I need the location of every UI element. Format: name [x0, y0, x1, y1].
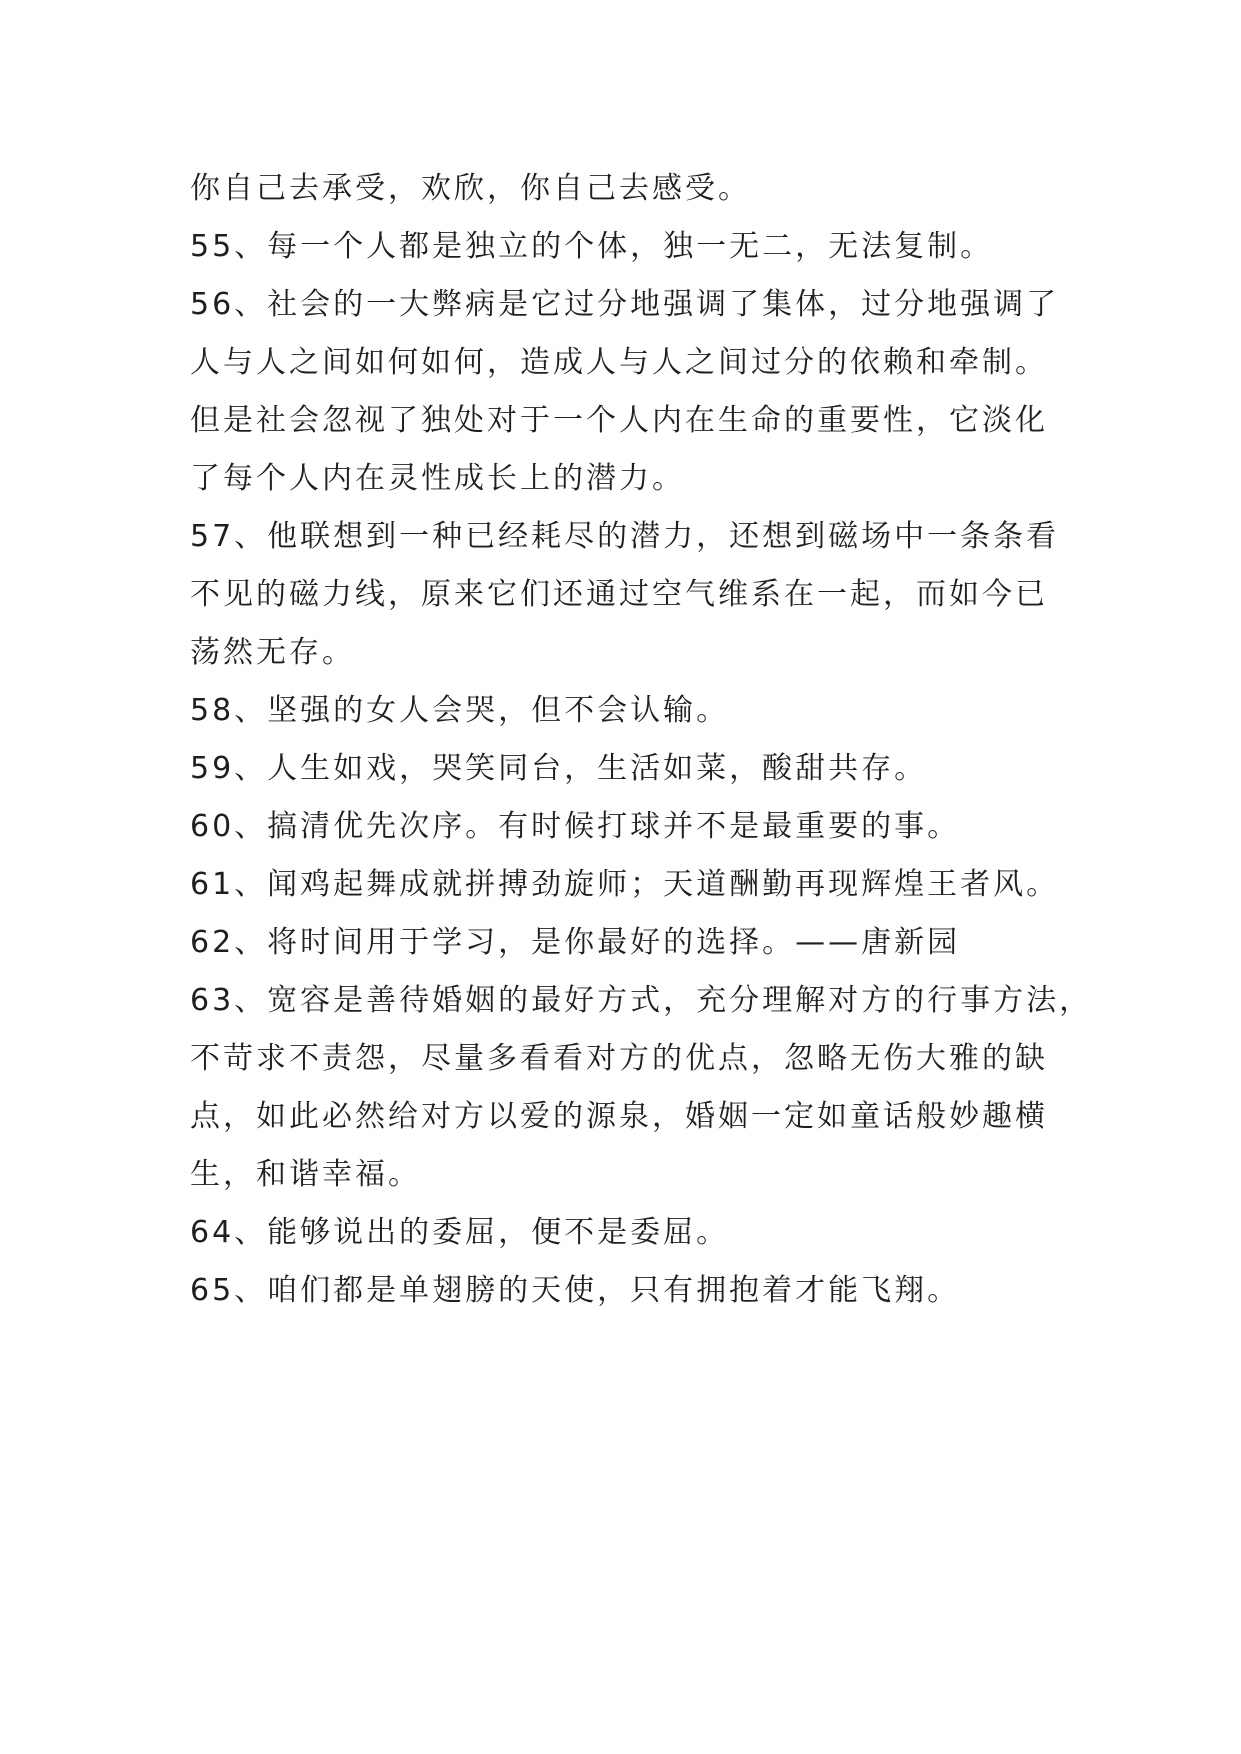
text-line: 55、每一个人都是独立的个体，独一无二，无法复制。 [190, 229, 994, 264]
text-line: 62、将时间用于学习，是你最好的选择。——唐新园 [190, 925, 961, 960]
text-line: 64、能够说出的委屈，便不是委屈。 [190, 1215, 730, 1250]
text-line: 56、社会的一大弊病是它过分地强调了集体，过分地强调了 [190, 287, 1060, 322]
text-line: 人与人之间如何如何，造成人与人之间过分的依赖和牵制。 [190, 345, 1048, 380]
text-line: 了每个人内在灵性成长上的潜力。 [190, 461, 685, 496]
text-line: 58、坚强的女人会哭，但不会认输。 [190, 693, 730, 728]
document-body [190, 160, 1093, 1320]
text-line: 不见的磁力线，原来它们还通过空气维系在一起，而如今已 [190, 577, 1048, 612]
text-line: 点，如此必然给对方以爱的源泉，婚姻一定如童话般妙趣横 [190, 1099, 1048, 1134]
text-line: 61、闻鸡起舞成就拼搏劲旋师；天道酬勤再现辉煌王者风。 [190, 867, 1060, 902]
text-line: 65、咱们都是单翅膀的天使，只有拥抱着才能飞翔。 [190, 1273, 961, 1308]
text-line: 60、搞清优先次序。有时候打球并不是最重要的事。 [190, 809, 961, 844]
text-line: 荡然无存。 [190, 635, 355, 670]
text-line: 但是社会忽视了独处对于一个人内在生命的重要性，它淡化 [190, 403, 1048, 438]
text-line: 63、宽容是善待婚姻的最好方式，充分理解对方的行事方法， [190, 983, 1093, 1018]
text-line: 59、人生如戏，哭笑同台，生活如菜，酸甜共存。 [190, 751, 928, 786]
text-line: 不苛求不责怨，尽量多看看对方的优点，忽略无伤大雅的缺 [190, 1041, 1048, 1076]
text-line: 57、他联想到一种已经耗尽的潜力，还想到磁场中一条条看 [190, 519, 1060, 554]
text-line: 你自己去承受，欢欣，你自己去感受。 [190, 171, 751, 206]
text-line: 生，和谐幸福。 [190, 1157, 421, 1192]
